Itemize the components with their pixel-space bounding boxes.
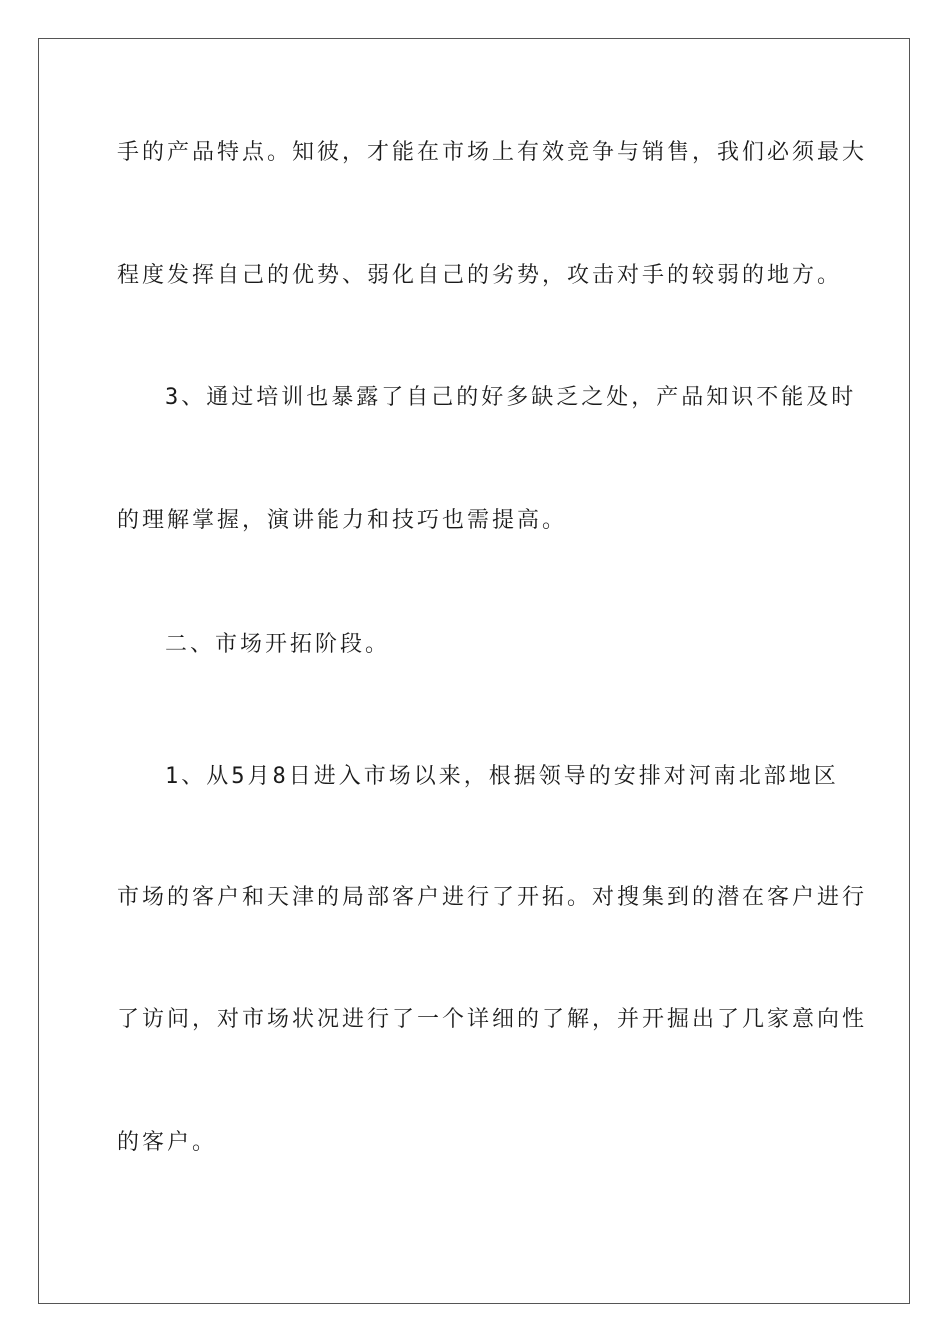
paragraph-line-8: 的客户。	[117, 1130, 218, 1155]
paragraph-line-3: 3、通过培训也暴露了自己的好多缺乏之处，产品知识不能及时	[165, 385, 857, 410]
paragraph-line-2: 程度发挥自己的优势、弱化自己的劣势，攻击对手的较弱的地方。	[117, 263, 843, 288]
section-heading: 二、市场开拓阶段。	[165, 632, 391, 657]
paragraph-line-1: 手的产品特点。知彼，才能在市场上有效竞争与销售，我们必须最大	[117, 140, 868, 165]
paragraph-line-4: 的理解掌握，演讲能力和技巧也需提高。	[117, 508, 568, 533]
paragraph-line-6: 市场的客户和天津的局部客户进行了开拓。对搜集到的潜在客户进行	[117, 885, 868, 910]
page-border	[38, 38, 910, 1304]
paragraph-line-7: 了访问，对市场状况进行了一个详细的了解，并开掘出了几家意向性	[117, 1007, 868, 1032]
paragraph-line-5: 1、从5月8日进入市场以来，根据领导的安排对河南北部地区	[165, 764, 839, 789]
